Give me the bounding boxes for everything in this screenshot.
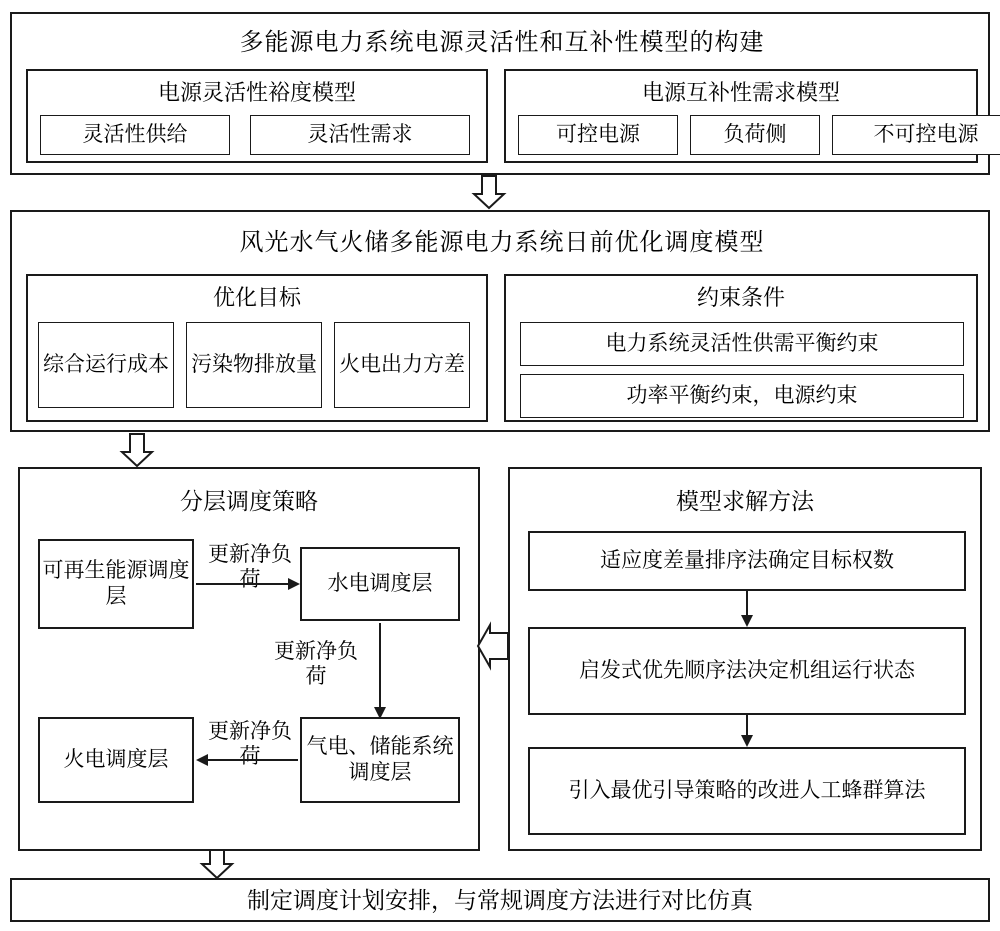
internal-arrows xyxy=(20,469,482,853)
group-optimization-objectives xyxy=(26,274,488,422)
group-objectives-heading: 优化目标 xyxy=(212,285,301,310)
node-gas-storage-dispatch-layer: 气电、储能系统调度层 xyxy=(300,717,460,803)
block3-left-title: 分层调度策略 xyxy=(180,488,318,514)
arrow-block3-to-block4 xyxy=(200,850,260,880)
node-flexibility-supply: 灵活性供给 xyxy=(40,115,230,155)
arrow-solution-to-strategy xyxy=(478,625,512,675)
block-model-solving-method xyxy=(508,467,982,851)
node-heuristic-priority-order: 启发式优先顺序法决定机组运行状态 xyxy=(528,627,966,715)
block-hierarchical-dispatch-strategy xyxy=(18,467,480,851)
group-flexibility-margin-heading: 电源灵活性裕度模型 xyxy=(157,80,356,105)
node-renewable-dispatch-layer: 可再生能源调度层 xyxy=(38,539,194,629)
block-model-construction xyxy=(10,12,990,175)
group-flexibility-margin-model xyxy=(26,69,488,163)
block-day-ahead-dispatch-model xyxy=(10,210,990,432)
block3-right-title: 模型求解方法 xyxy=(676,488,814,514)
block1-title: 多能源电力系统电源灵活性和互补性模型的构建 xyxy=(239,29,765,56)
node-load-side: 负荷侧 xyxy=(690,115,820,155)
group-constraints xyxy=(504,274,978,422)
node-fitness-difference-ranking: 适应度差量排序法确定目标权数 xyxy=(528,531,966,591)
node-hydro-dispatch-layer: 水电调度层 xyxy=(300,547,460,621)
group-complementarity-heading: 电源互补性需求模型 xyxy=(641,80,840,105)
arrow-block2-to-block3 xyxy=(120,434,180,468)
block2-title: 风光水气火储多能源电力系统日前优化调度模型 xyxy=(239,229,765,256)
node-controllable-source: 可控电源 xyxy=(518,115,678,155)
group-constraints-heading: 约束条件 xyxy=(696,285,785,310)
node-flexibility-demand: 灵活性需求 xyxy=(250,115,470,155)
node-uncontrollable-source: 不可控电源 xyxy=(832,115,1000,155)
edge-label-update-net-load-2: 更新净负荷 xyxy=(274,640,358,689)
node-flexibility-balance-constraint: 电力系统灵活性供需平衡约束 xyxy=(520,322,964,366)
edge-label-update-net-load-3: 更新净负荷 xyxy=(208,720,292,769)
node-power-balance-constraint: 功率平衡约束，电源约束 xyxy=(520,374,964,418)
group-complementarity-demand-model xyxy=(504,69,978,163)
node-pollutant-emission: 污染物排放量 xyxy=(186,322,322,408)
right-internal-arrows xyxy=(510,469,984,853)
arrow-block1-to-block2 xyxy=(472,176,532,210)
block-final-output: 制定调度计划安排，与常规调度方法进行对比仿真 xyxy=(10,878,990,922)
node-thermal-output-variance: 火电出力方差 xyxy=(334,322,470,408)
node-improved-abc-algorithm: 引入最优引导策略的改进人工蜂群算法 xyxy=(528,747,966,835)
edge-label-update-net-load-1: 更新净负荷 xyxy=(208,543,292,592)
node-operation-cost: 综合运行成本 xyxy=(38,322,174,408)
node-thermal-dispatch-layer: 火电调度层 xyxy=(38,717,194,803)
